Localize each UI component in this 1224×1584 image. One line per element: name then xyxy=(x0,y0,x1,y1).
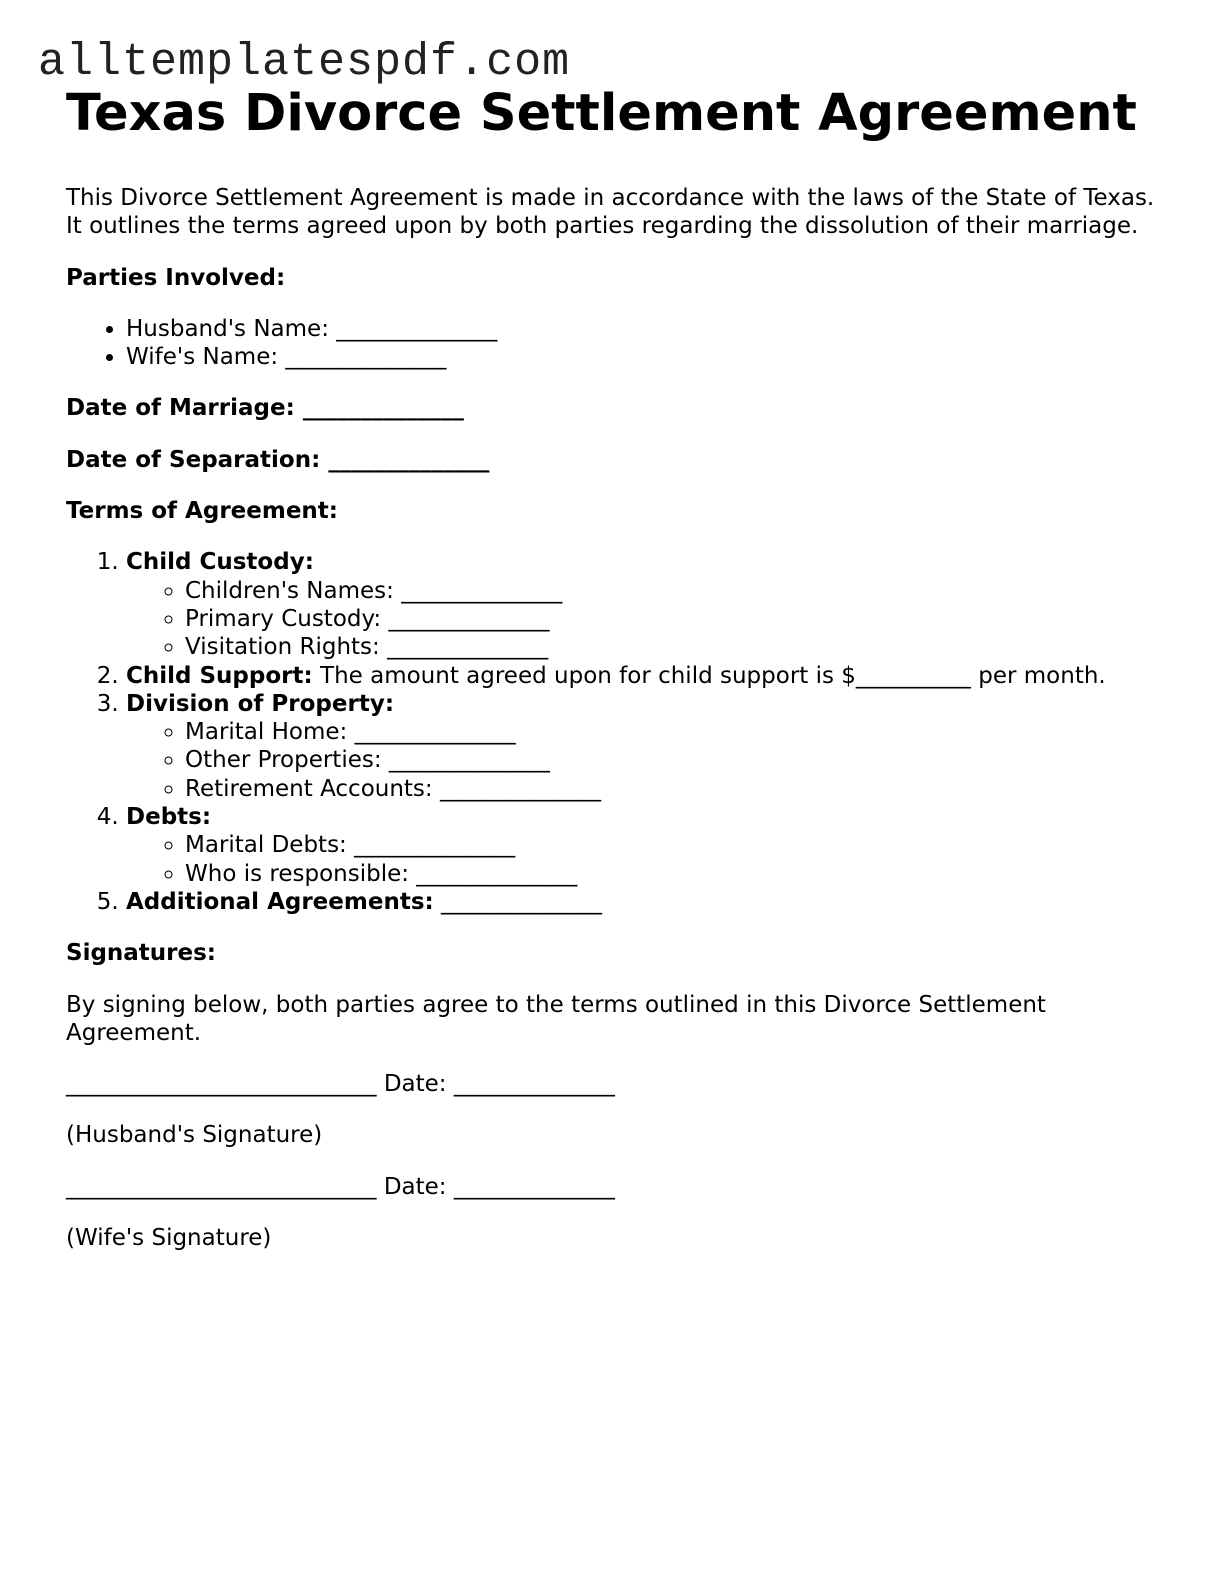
childrens-names-label: Children's Names: xyxy=(185,577,394,604)
signatures-intro: By signing below, both parties agree to the terms outlined in this Divorce Settlement Agreement. xyxy=(66,991,1046,1046)
husband-name-label: Husband's Name: xyxy=(126,315,329,342)
other-properties-field[interactable]: ______________ xyxy=(388,747,550,774)
marital-debts-field[interactable]: ______________ xyxy=(354,832,516,859)
signatures-heading: Signatures: xyxy=(66,940,217,967)
term-debts xyxy=(126,803,1166,888)
list-item xyxy=(126,315,1166,343)
list-item xyxy=(185,831,1166,859)
list-item xyxy=(185,718,1166,746)
marital-home-field[interactable]: ______________ xyxy=(354,719,516,746)
list-item xyxy=(185,577,1166,605)
property-sublist xyxy=(126,718,1166,803)
list-item xyxy=(185,746,1166,774)
term-child-support xyxy=(126,662,1166,690)
wife-signature-label: (Wife's Signature) xyxy=(66,1225,272,1252)
additional-agreements-label: Additional Agreements: xyxy=(126,888,434,915)
date-of-separation-label: Date of Separation: xyxy=(66,446,321,473)
date-of-marriage-label: Date of Marriage: xyxy=(66,395,295,422)
intro-paragraph: This Divorce Settlement Agreement is made in accordance with the laws of the State of Texas. It outlines the terms agreed upon by both parties regarding the dissolution of their marriage. xyxy=(66,185,1155,240)
wife-name-label: Wife's Name: xyxy=(126,344,279,371)
child-support-label: Child Support: xyxy=(126,662,313,689)
list-item xyxy=(185,605,1166,633)
childrens-names-field[interactable]: ______________ xyxy=(401,577,563,604)
visitation-rights-label: Visitation Rights: xyxy=(185,634,380,661)
husband-signature-row xyxy=(66,1070,1166,1098)
wife-date-label: Date: xyxy=(383,1173,447,1200)
debts-sublist xyxy=(126,831,1166,888)
term-division-of-property xyxy=(126,690,1166,803)
custody-sublist xyxy=(126,577,1166,662)
term-additional-agreements xyxy=(126,888,1166,916)
date-of-marriage-field[interactable]: ______________ xyxy=(302,395,464,422)
visitation-rights-field[interactable]: ______________ xyxy=(387,634,549,661)
wife-date-field[interactable]: ______________ xyxy=(453,1173,615,1200)
list-item xyxy=(185,633,1166,661)
child-support-text[interactable]: The amount agreed upon for child support is $__________ per month. xyxy=(312,662,1106,689)
date-of-marriage-row xyxy=(66,394,1166,422)
retirement-accounts-field[interactable]: ______________ xyxy=(439,775,601,802)
primary-custody-label: Primary Custody: xyxy=(185,605,382,632)
other-properties-label: Other Properties: xyxy=(185,747,382,774)
husband-date-label: Date: xyxy=(383,1071,447,1098)
term-child-custody xyxy=(126,548,1166,661)
who-is-responsible-label: Who is responsible: xyxy=(185,860,409,887)
terms-heading: Terms of Agreement: xyxy=(66,498,338,525)
list-item xyxy=(185,860,1166,888)
primary-custody-field[interactable]: ______________ xyxy=(388,605,550,632)
date-of-separation-row xyxy=(66,446,1166,474)
marital-debts-label: Marital Debts: xyxy=(185,832,347,859)
list-item xyxy=(126,343,1166,371)
husband-date-field[interactable]: ______________ xyxy=(453,1071,615,1098)
document xyxy=(66,0,1166,1252)
debts-label: Debts: xyxy=(126,804,212,831)
terms-list xyxy=(66,548,1166,916)
wife-signature-row xyxy=(66,1173,1166,1201)
parties-heading: Parties Involved: xyxy=(66,264,286,291)
watermark: alltemplatespdf.com xyxy=(38,37,571,88)
husband-signature-label: (Husband's Signature) xyxy=(66,1122,323,1149)
page-title: Texas Divorce Settlement Agreement xyxy=(66,84,1137,143)
division-of-property-label: Division of Property: xyxy=(126,690,395,717)
date-of-separation-field[interactable]: ______________ xyxy=(328,446,490,473)
parties-list xyxy=(66,315,1166,372)
who-is-responsible-field[interactable]: ______________ xyxy=(416,860,578,887)
wife-name-field[interactable]: ______________ xyxy=(285,344,447,371)
wife-signature-field[interactable]: ___________________________ xyxy=(66,1173,377,1200)
list-item xyxy=(185,775,1166,803)
marital-home-label: Marital Home: xyxy=(185,719,348,746)
retirement-accounts-label: Retirement Accounts: xyxy=(185,775,433,802)
husband-signature-field[interactable]: ___________________________ xyxy=(66,1071,377,1098)
child-custody-label: Child Custody: xyxy=(126,549,314,576)
additional-agreements-field[interactable]: ______________ xyxy=(441,888,603,915)
husband-name-field[interactable]: ______________ xyxy=(336,315,498,342)
